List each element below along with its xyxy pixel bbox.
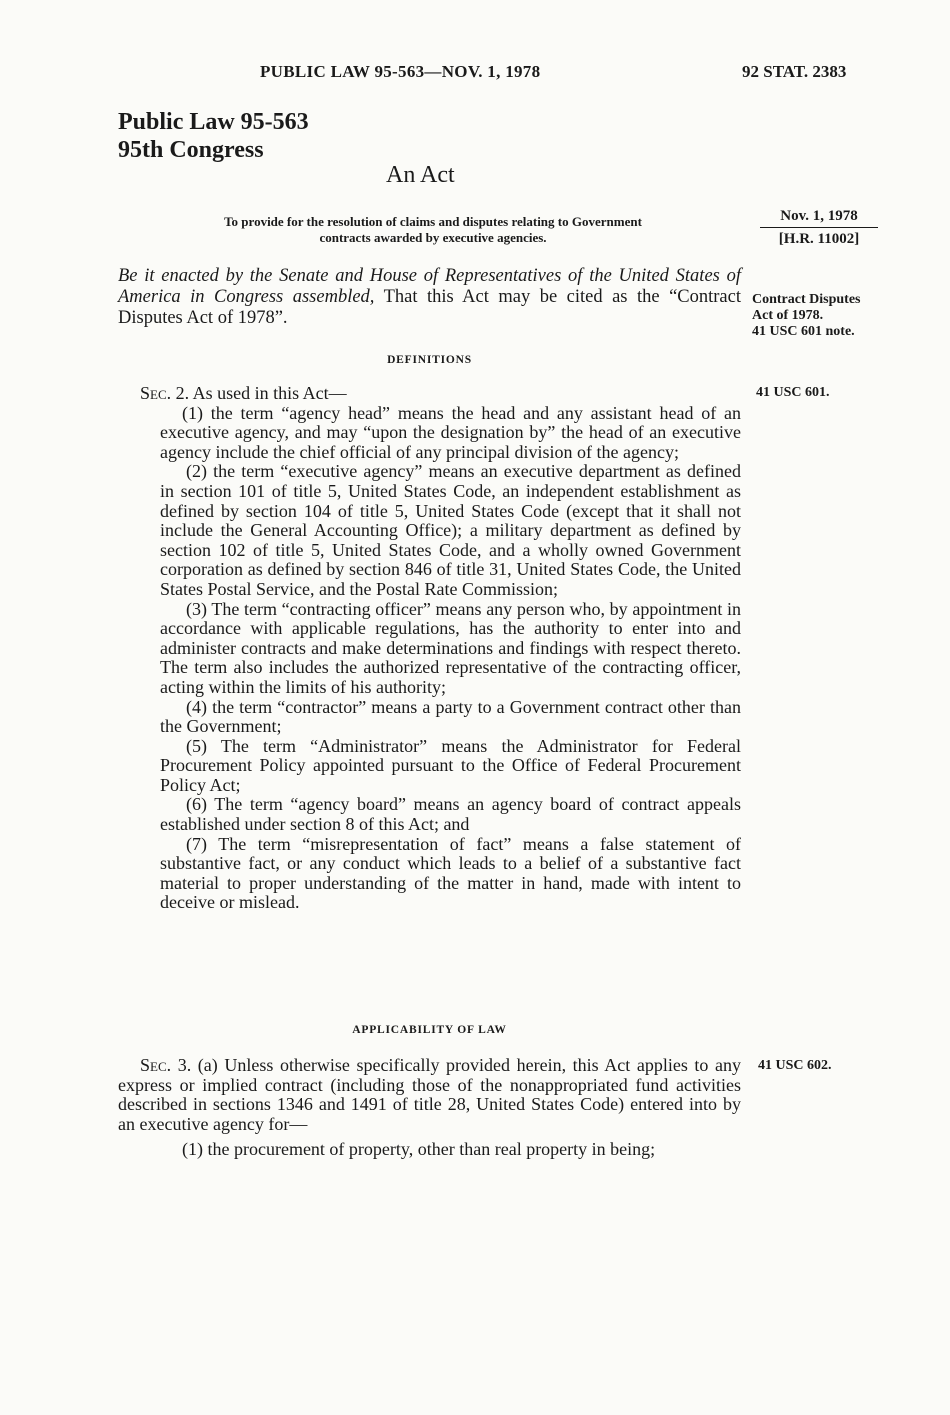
section-3-intro-text: . 3. (a) Unless otherwise specifically provided herein, this Act applies to any express or implied contract (including those of the nonappropriated fund activities described in sections 1346 and 1491 of title 28, United States Code) entered into by an executive agency for— (118, 1055, 741, 1134)
short-title-text: That this Act may be cited as the “Contract Disputes Act of 1978”. (118, 287, 741, 328)
running-head: PUBLIC LAW 95-563—NOV. 1, 1978 (260, 62, 541, 81)
margin-note-sec3: 41 USC 602. (758, 1058, 832, 1073)
enacting-formula: Be it enacted by the Senate and House of Representatives of the United States of America in Congress assembled, (118, 266, 741, 307)
definition-paragraph: (2) the term “executive agency” means an executive department as defined in section 101 of title 5, United States Code, an independent establishment as defined by section 104 of title 5, United States Code (except that it shall not include the General Accounting Office); a military department as defined by section 102 of title 5, United States Code, and a wholly owned Government corporation as defined by section 846 of title 31, United States Code, the United States Postal Service, and the Postal Rate Commission; (160, 461, 741, 599)
purpose-line-1: To provide for the resolution of claims and disputes relating to Government (224, 214, 642, 229)
law-number: Public Law 95-563 (118, 109, 309, 135)
act-title: An Act (386, 162, 455, 188)
purpose-line-2: contracts awarded by executive agencies. (319, 230, 547, 245)
law-title-block (118, 108, 309, 164)
enactment-date: Nov. 1, 1978 (760, 208, 878, 228)
sec-label: Sec (140, 1055, 167, 1075)
definition-paragraph: (4) the term “contractor” means a party to a Government contract other than the Government; (160, 696, 741, 737)
stat-citation: 92 STAT. 2383 (742, 62, 847, 81)
sec-label: Sec (140, 383, 167, 403)
enacting-clause (118, 266, 741, 329)
section-2-body (118, 384, 741, 913)
bill-number: [H.R. 11002] (778, 231, 860, 247)
definition-paragraph: (5) The term “Administrator” means the Administrator for Federal Procurement Policy appointed pursuant to the Office of Federal Procurement Policy Act; (160, 735, 741, 795)
margin-note-line: 41 USC 601 note. (752, 324, 855, 339)
section-2-intro-text: . 2. As used in this Act— (166, 383, 347, 403)
definition-paragraph: (1) the term “agency head” means the head and any assistant head of an executive agency, and may “upon the designation by” the head of an executive agency include the chief official of any principal division of the agency; (160, 402, 741, 462)
section-2-intro (118, 384, 741, 404)
section-3-body (118, 1056, 741, 1160)
date-block (760, 208, 878, 248)
definition-paragraph: (6) The term “agency board” means an agency board of contract appeals established under section 8 of this Act; and (160, 794, 741, 835)
applicability-paragraph: (1) the procurement of property, other than real property in being; (182, 1139, 656, 1160)
margin-note-line: Contract Disputes (752, 292, 861, 307)
section-heading-definitions: DEFINITIONS (387, 354, 472, 366)
definition-paragraph: (7) The term “misrepresentation of fact” means a false statement of substantive fact, or any conduct which leads to a belief of a substantive fact material to proper understanding of the matter in hand, made with intent to deceive or mislead. (160, 833, 741, 913)
margin-note-line: Act of 1978. (752, 308, 824, 323)
margin-note-sec2: 41 USC 601. (756, 385, 830, 400)
purpose-clause (118, 214, 748, 246)
section-heading-applicability: APPLICABILITY OF LAW (352, 1024, 507, 1036)
congress: 95th Congress (118, 137, 264, 163)
section-3-intro (118, 1056, 741, 1134)
margin-note-short-title (752, 292, 861, 340)
definition-paragraph: (3) The term “contracting officer” means any person who, by appointment in accordance with applicable regulations, has the authority to enter into and administer contracts and make determinations and findings with respect thereto. The term also includes the authorized representative of the contracting officer, acting within the limits of his authority; (160, 598, 741, 697)
